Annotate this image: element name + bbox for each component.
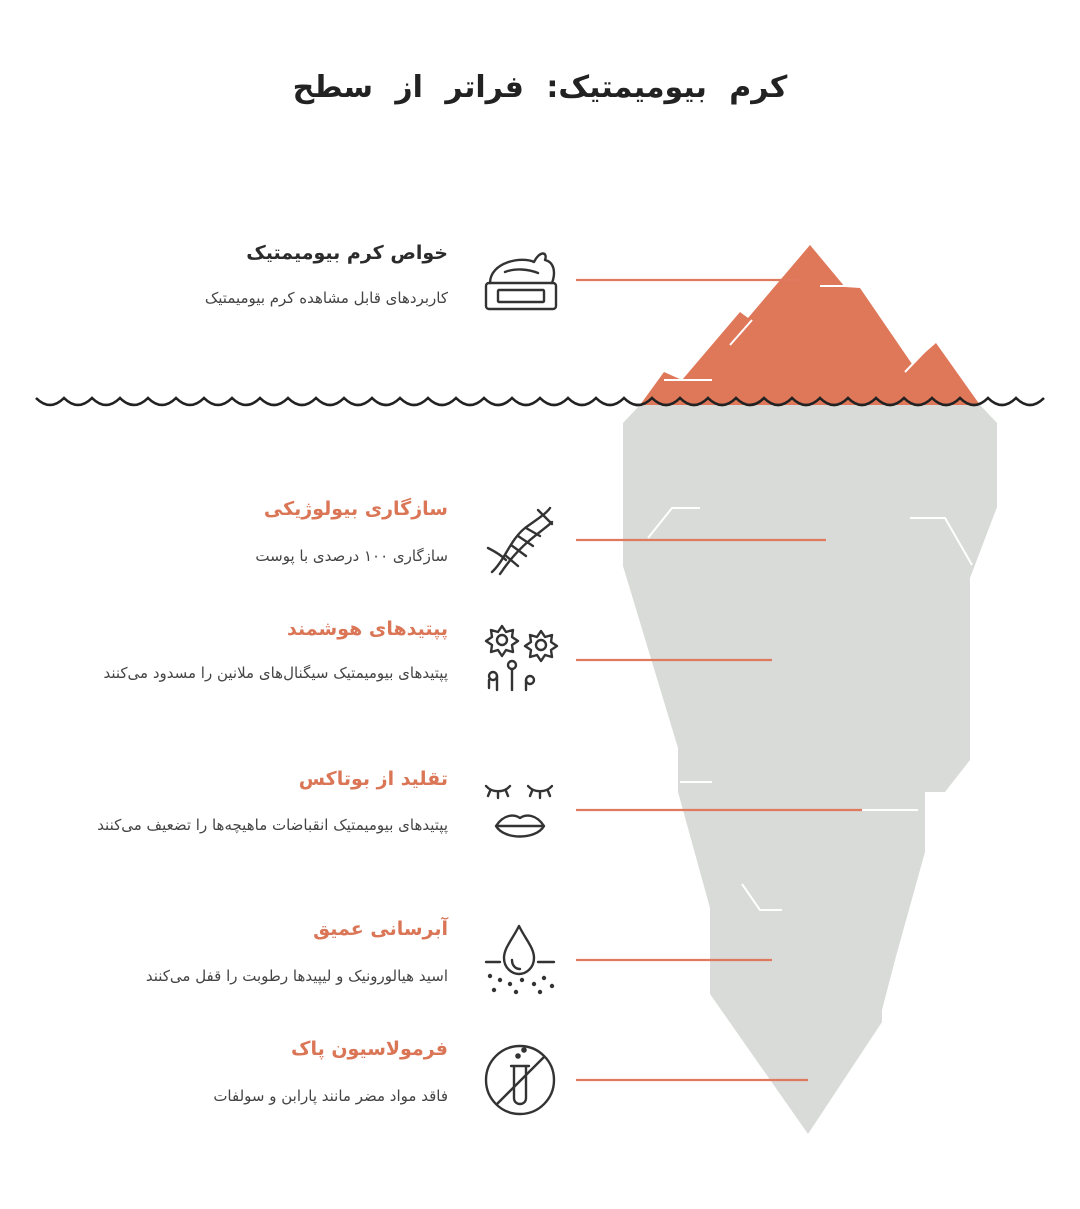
feature-title: تقلید از بوتاکس (298, 768, 448, 790)
feature-item-deep-hydration (48, 918, 448, 989)
no-chemicals-icon (486, 1046, 554, 1114)
dna-icon (488, 508, 552, 574)
feature-item-clean-formulation (48, 1038, 448, 1109)
feature-item-botox-mimic (48, 768, 448, 839)
feature-title: آبرسانی عمیق (313, 918, 448, 940)
feature-description: اسید هیالورونیک و لیپیدها رطوبت را قفل می‌کنند (145, 966, 448, 985)
water-drop-skin-icon (486, 926, 554, 993)
feature-title: پپتیدهای هوشمند (287, 618, 448, 640)
feature-item-smart-peptides (48, 618, 448, 687)
above-surface-title: خواص کرم بیومیمتیک (246, 242, 448, 264)
iceberg-below-surface (623, 405, 997, 1134)
flowers-icon (486, 626, 557, 690)
feature-description: سازگاری ۱۰۰ درصدی با پوست (255, 546, 448, 565)
feature-description: پپتیدهای بیومیمتیک سیگنال‌های ملانین را مسدود می‌کنند (103, 663, 448, 682)
page-title: کرم بیومیمتیک: فراتر از سطح (292, 70, 788, 105)
feature-title: سازگاری بیولوژیکی (263, 498, 448, 520)
above-surface-description: کاربردهای قابل مشاهده کرم بیومیمتیک (204, 288, 448, 307)
cream-jar-icon (486, 254, 556, 310)
feature-title: فرمولاسیون پاک (291, 1038, 448, 1060)
face-eyes-lips-icon (486, 786, 552, 837)
above-surface-item (48, 242, 448, 311)
feature-description: پپتیدهای بیومیمتیک انقباضات ماهیچه‌ها را تضعیف می‌کنند (97, 815, 448, 834)
feature-description: فاقد مواد مضر مانند پارابن و سولفات (213, 1086, 448, 1105)
feature-item-biocompatibility (48, 498, 448, 569)
